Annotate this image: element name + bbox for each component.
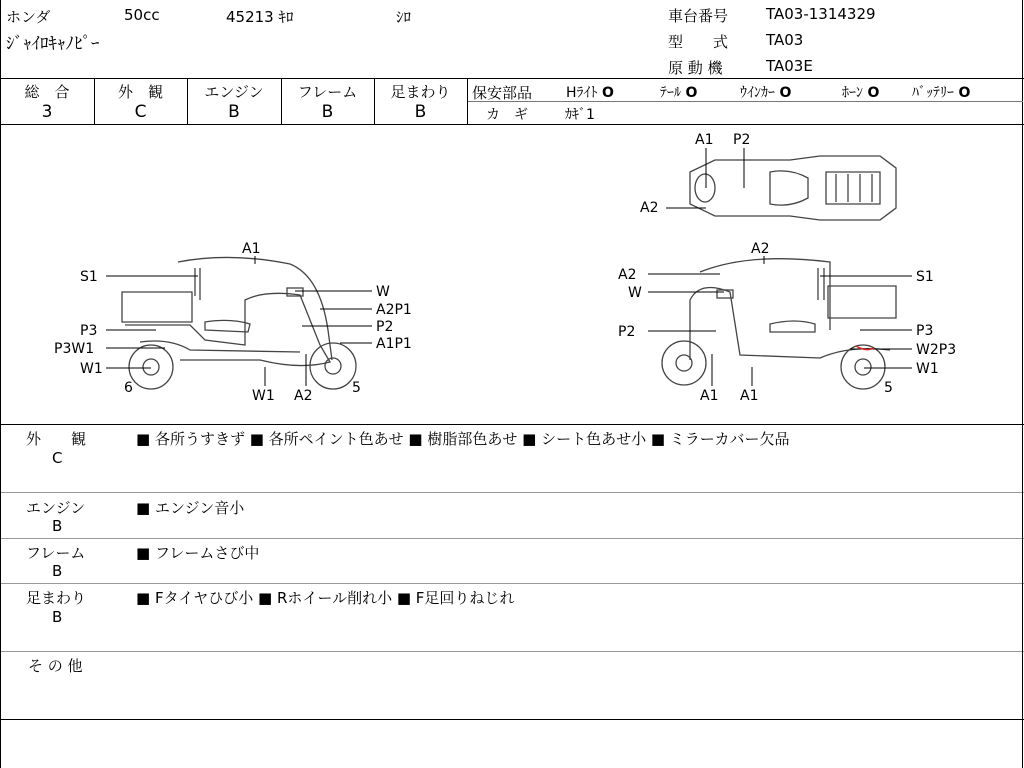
type-value: TA03 [766, 31, 804, 49]
remark-grade-engine: B [52, 517, 63, 535]
grade-label-engine: エンジン [204, 83, 264, 101]
right-rear-hub [855, 359, 871, 375]
label-left-a2p1: A2P1 [376, 302, 412, 318]
safety-item-tail [660, 82, 697, 102]
border-right [1022, 0, 1023, 768]
grade-label-frame: フレーム [297, 83, 358, 101]
left-pillar [195, 268, 200, 300]
left-rear-wheel [129, 345, 173, 389]
right-rear-wheel [841, 345, 885, 389]
remark-text-suspension: ■ Fタイヤひび小 ■ Rホイール削れ小 ■ F足回りねじれ [136, 589, 515, 607]
frame-no-label: 車台番号 [668, 7, 729, 25]
safety-label: 保安部品 [472, 84, 533, 102]
label-right-s1: S1 [916, 269, 934, 285]
left-rear-hub [143, 359, 159, 375]
label-left-p2: P2 [376, 319, 394, 335]
remark-label-suspension: 足まわり [26, 589, 87, 607]
label-left-w1-bottom: W1 [252, 388, 275, 404]
divider [467, 78, 468, 125]
label-right-a2-top: A2 [751, 241, 770, 257]
remark-label-frame: フレーム [26, 544, 86, 562]
safety-mark: O [958, 85, 971, 101]
key-value: ｶｷﾞ1 [565, 107, 595, 123]
safety-item-headlight [566, 82, 614, 102]
grade-value-exterior: C [134, 102, 147, 122]
safety-mark: O [779, 85, 792, 101]
right-front-hub [676, 355, 692, 371]
top-headlamp [695, 174, 715, 202]
remark-text-exterior: ■ 各所うすきず ■ 各所ペイント色あせ ■ 樹脂部色あせ ■ シート色あせ小 ■ ミラーカバー欠品 [136, 430, 790, 448]
safety-item-horn [842, 82, 879, 102]
type-label: 型 式 [668, 33, 729, 51]
top-seat [770, 171, 808, 205]
grade-value-suspension: B [414, 102, 427, 122]
label-right-w2p3: W2P3 [916, 342, 957, 358]
divider [0, 492, 1024, 493]
divider [0, 651, 1024, 652]
label-top-a2: A2 [640, 200, 659, 216]
label-left-6: 6 [124, 380, 133, 396]
divider [0, 538, 1024, 539]
model-name: ｼﾞｬｲﾛｷｬﾉﾋﾟｰ [6, 34, 100, 54]
engine-label: 原 動 機 [668, 59, 723, 77]
key-label: カ ギ [486, 107, 528, 123]
label-left-a1: A1 [242, 241, 261, 257]
safety-mark: O [867, 85, 880, 101]
label-right-a2: A2 [618, 267, 637, 283]
label-top-a1: A1 [695, 132, 714, 148]
safety-item-label: Hﾗｲﾄ [566, 85, 598, 101]
label-left-s1: S1 [80, 269, 98, 285]
top-body [690, 156, 896, 220]
label-right-p3: P3 [916, 323, 934, 339]
safety-item-label: ﾎｰﾝ [842, 85, 863, 101]
safety-mark: O [601, 85, 614, 101]
remark-grade-suspension: B [52, 608, 63, 626]
left-seat [205, 320, 250, 332]
remark-label-engine: エンジン [26, 499, 86, 517]
engine-value: TA03E [766, 57, 813, 75]
left-roof [178, 257, 332, 360]
remark-text-frame: ■ フレームさび中 [136, 544, 260, 562]
mileage: 45213 ｷﾛ [226, 8, 294, 26]
label-right-a1-b: A1 [740, 388, 759, 404]
grade-label-suspension: 足まわり [390, 83, 451, 101]
remark-grade-exterior: C [52, 449, 63, 467]
left-front-hub [325, 358, 341, 374]
remark-label-exterior: 外 観 [26, 430, 87, 448]
safety-item-label: ｳｲﾝｶｰ [740, 85, 775, 101]
label-right-a1-a: A1 [700, 388, 719, 404]
label-left-5: 5 [352, 380, 361, 396]
label-left-a1p1: A1P1 [376, 336, 412, 352]
label-left-p3: P3 [80, 323, 98, 339]
left-front-wheel [310, 343, 356, 389]
right-front-wheel [662, 341, 706, 385]
grade-label-overall: 総 合 [24, 83, 70, 101]
top-box [826, 172, 880, 204]
frame-no: TA03-1314329 [766, 5, 876, 23]
right-pillar [818, 268, 824, 300]
grade-value-overall: 3 [41, 102, 53, 122]
label-right-p2: P2 [618, 324, 636, 340]
remark-label-other: そ の 他 [28, 657, 83, 675]
label-left-w1: W1 [80, 361, 103, 377]
remark-text-engine: ■ エンジン音小 [136, 499, 245, 517]
safety-mark: O [685, 85, 698, 101]
safety-item-battery [912, 82, 970, 102]
divider [0, 583, 1024, 584]
remark-grade-frame: B [52, 562, 63, 580]
vehicle-diagram [0, 125, 1022, 424]
maker: ホンダ [6, 8, 51, 26]
divider [0, 78, 1024, 79]
safety-item-label: ﾃｰﾙ [660, 85, 681, 101]
label-top-p2: P2 [733, 132, 751, 148]
right-seat [770, 321, 815, 332]
left-body [125, 293, 330, 365]
left-box [122, 292, 192, 322]
grade-label-exterior: 外 観 [117, 83, 163, 101]
divider [0, 424, 1024, 425]
right-box [828, 286, 896, 318]
color: ｼﾛ [396, 8, 412, 26]
label-left-a2-bottom: A2 [294, 388, 313, 404]
displacement: 50cc [124, 6, 160, 24]
safety-item-label: ﾊﾞｯﾃﾘｰ [912, 85, 954, 101]
label-left-w: W [376, 284, 390, 300]
grade-value-engine: B [228, 102, 240, 122]
right-roof [700, 259, 830, 330]
left-floor [140, 341, 300, 352]
label-right-w: W [628, 285, 642, 301]
label-right-w1: W1 [916, 361, 939, 377]
safety-item-winker [740, 82, 791, 102]
label-left-p3w1: P3W1 [54, 341, 95, 357]
label-right-5: 5 [884, 380, 893, 396]
divider [0, 719, 1024, 720]
grade-value-frame: B [321, 102, 334, 122]
